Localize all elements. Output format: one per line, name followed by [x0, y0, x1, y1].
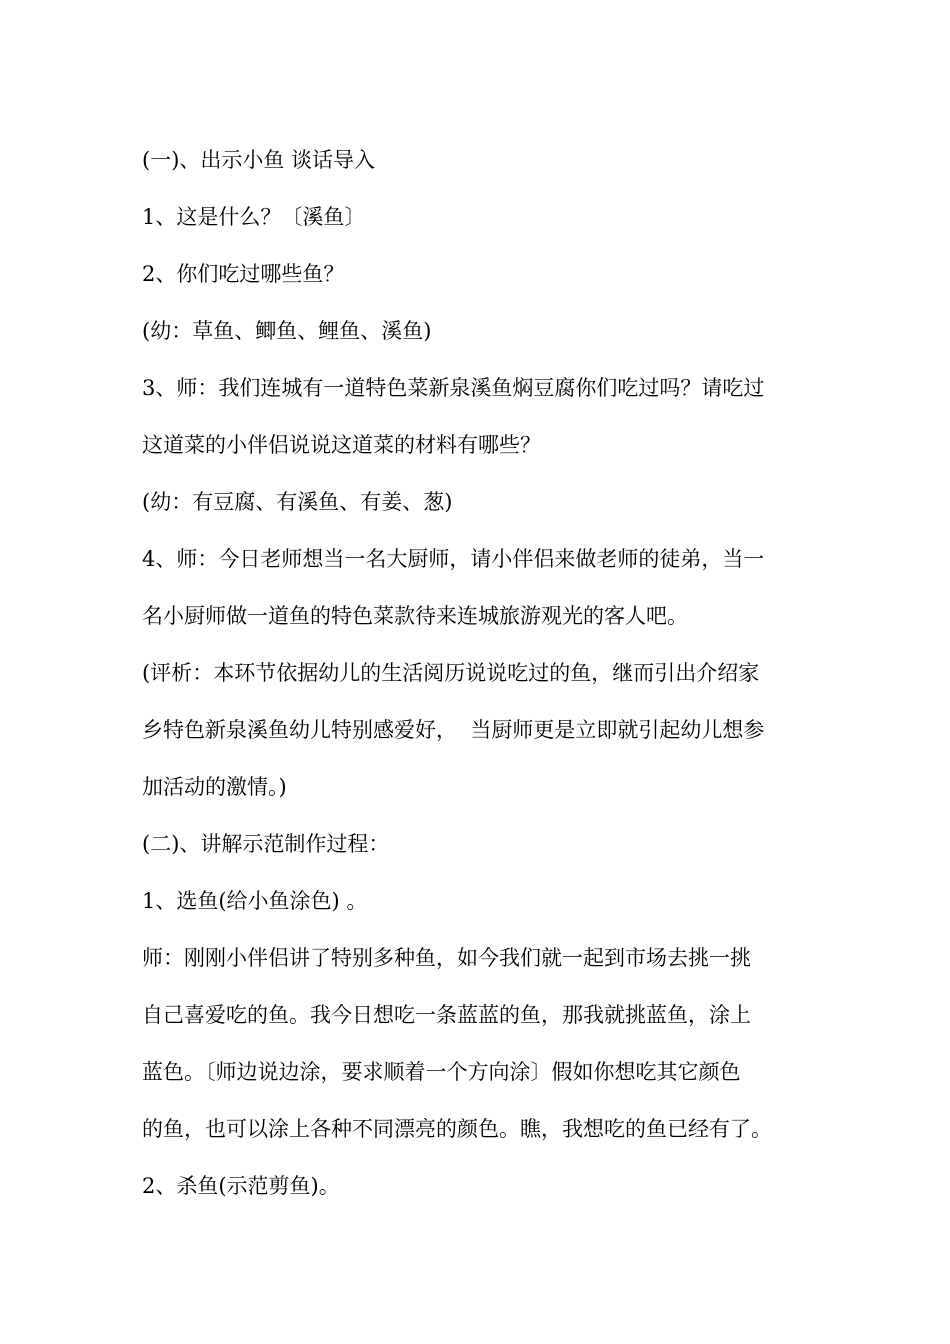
document-body	[142, 132, 810, 1215]
step-1-text-line-1: 师：刚刚小伴侣讲了特别多种鱼，如今我们就一起到市场去挑一挑	[142, 946, 751, 970]
step-1-text-line-2: 自己喜爱吃的鱼。我今日想吃一条蓝蓝的鱼，那我就挑蓝鱼，涂上	[142, 1003, 751, 1027]
question-1: 1、这是什么？〔溪鱼〕	[142, 205, 366, 229]
child-answer-1: (幼：草鱼、鲫鱼、鲤鱼、溪鱼)	[142, 319, 432, 343]
step-1-title: 1、选鱼(给小鱼涂色) 。	[142, 889, 368, 913]
commentary-line-1: (评析：本环节依据幼儿的生活阅历说说吃过的鱼，继而引出介绍家	[142, 661, 760, 685]
section-heading-1: (一)、出示小鱼 谈话导入	[142, 148, 376, 172]
question-3-line-2: 这道菜的小伴侣说说这道菜的材料有哪些？	[142, 433, 541, 457]
question-4-line-2: 名小厨师做一道鱼的特色菜款待来连城旅游观光的客人吧。	[142, 604, 688, 628]
question-4-line-1: 4、师：今日老师想当一名大厨师，请小伴侣来做老师的徒弟，当一	[142, 547, 765, 571]
section-heading-2: (二)、讲解示范制作过程：	[142, 832, 390, 856]
question-3-line-1: 3、师：我们连城有一道特色菜新泉溪鱼焖豆腐你们吃过吗？请吃过	[142, 376, 765, 400]
question-2: 2、你们吃过哪些鱼？	[142, 262, 345, 286]
step-1-text-line-3: 蓝色。〔师边说边涂，要求顺着一个方向涂〕假如你想吃其它颜色	[142, 1060, 741, 1084]
commentary-line-3: 加活动的激情。)	[142, 775, 287, 799]
step-1-text-line-4: 的鱼，也可以涂上各种不同漂亮的颜色。瞧，我想吃的鱼已经有了。	[142, 1117, 772, 1141]
commentary-line-2: 乡特色新泉溪鱼幼儿特别感爱好， 当厨师更是立即就引起幼儿想参	[142, 718, 765, 742]
step-2-title: 2、杀鱼(示范剪鱼)。	[142, 1174, 340, 1198]
child-answer-2: (幼：有豆腐、有溪鱼、有姜、葱)	[142, 490, 453, 514]
